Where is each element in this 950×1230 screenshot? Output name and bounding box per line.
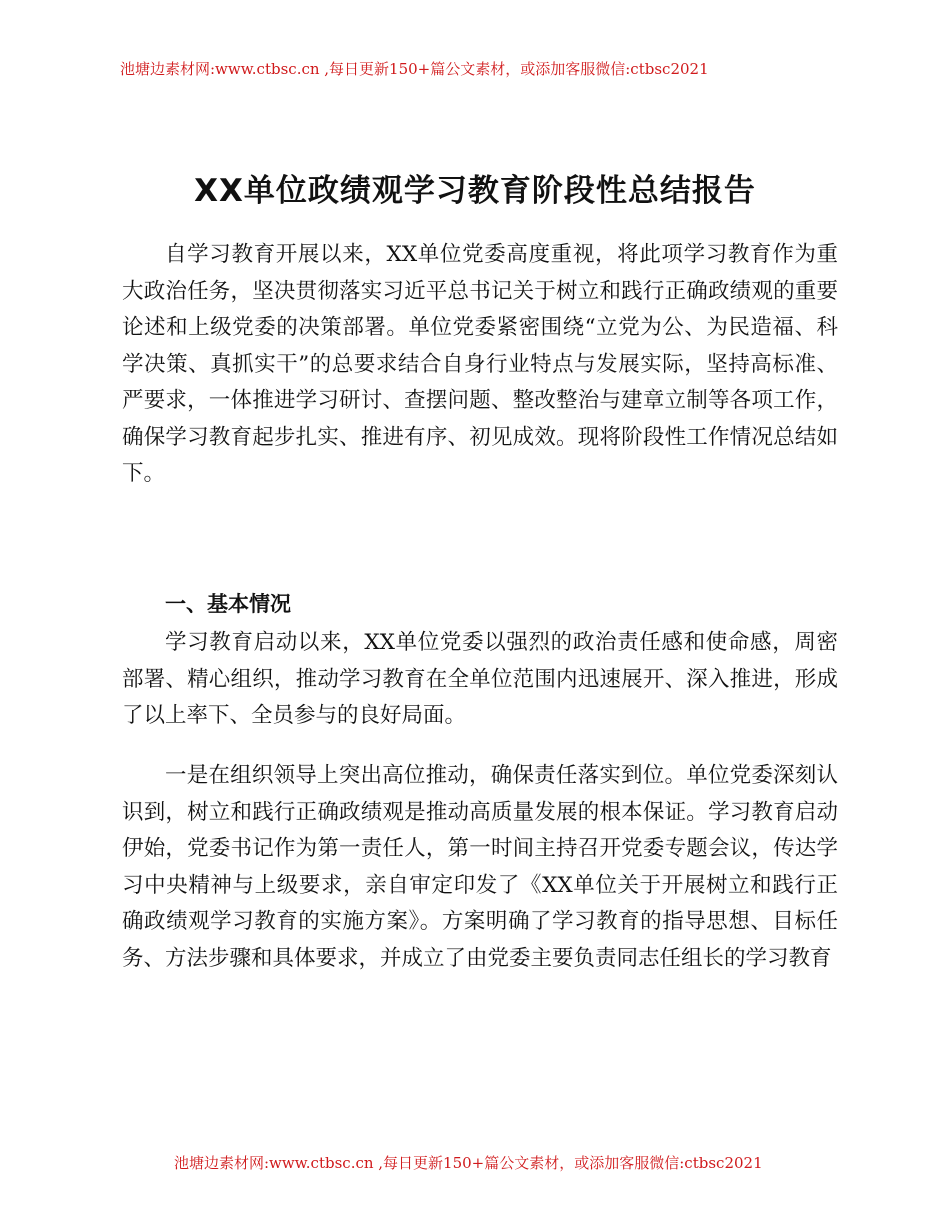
section-1-paragraph-1: 学习教育启动以来，XX单位党委以强烈的政治责任感和使命感，周密部署、精心组织，推动学习教育在全单位范围内迅速展开、深入推进，形成了以上率下、全员参与的良好局面。 [122, 630, 838, 728]
section-heading-basic-situation: 一、基本情况 [165, 592, 291, 616]
intro-paragraph: 自学习教育开展以来，XX单位党委高度重视，将此项学习教育作为重大政治任务，坚决贯彻落实习近平总书记关于树立和践行正确政绩观的重要论述和上级党委的决策部署。单位党委紧密围绕“立党为公、为民造福、科学决策、真抓实干”的总要求结合自身行业特点与发展实际，坚持高标准、严要求，一体推进学习研讨、查摆问题、整改整治与建章立制等各项工作，确保学习教育起步扎实、推进有序、初见成效。现将阶段性工作情况总结如下。 [122, 242, 838, 486]
document-title: XX单位政绩观学习教育阶段性总结报告 [194, 173, 756, 209]
section-1-paragraph-2: 一是在组织领导上突出高位推动，确保责任落实到位。单位党委深刻认识到，树立和践行正确政绩观是推动高质量发展的根本保证。学习教育启动伊始，党委书记作为第一责任人，第一时间主持召开党委专题会议，传达学习中央精神与上级要求，亲自审定印发了《XX单位关于开展树立和践行正确政绩观学习教育的实施方案》。方案明确了学习教育的指导思想、目标任务、方法步骤和具体要求，并成立了由党委主要负责同志任组长的学习教育 [122, 763, 838, 971]
page-footer-watermark: 池塘边素材网:www.ctbsc.cn ,每日更新150+篇公文素材，或添加客服微信:ctbsc2021 [174, 1154, 763, 1172]
page-header-watermark: 池塘边素材网:www.ctbsc.cn ,每日更新150+篇公文素材，或添加客服微信:ctbsc2021 [120, 60, 709, 78]
